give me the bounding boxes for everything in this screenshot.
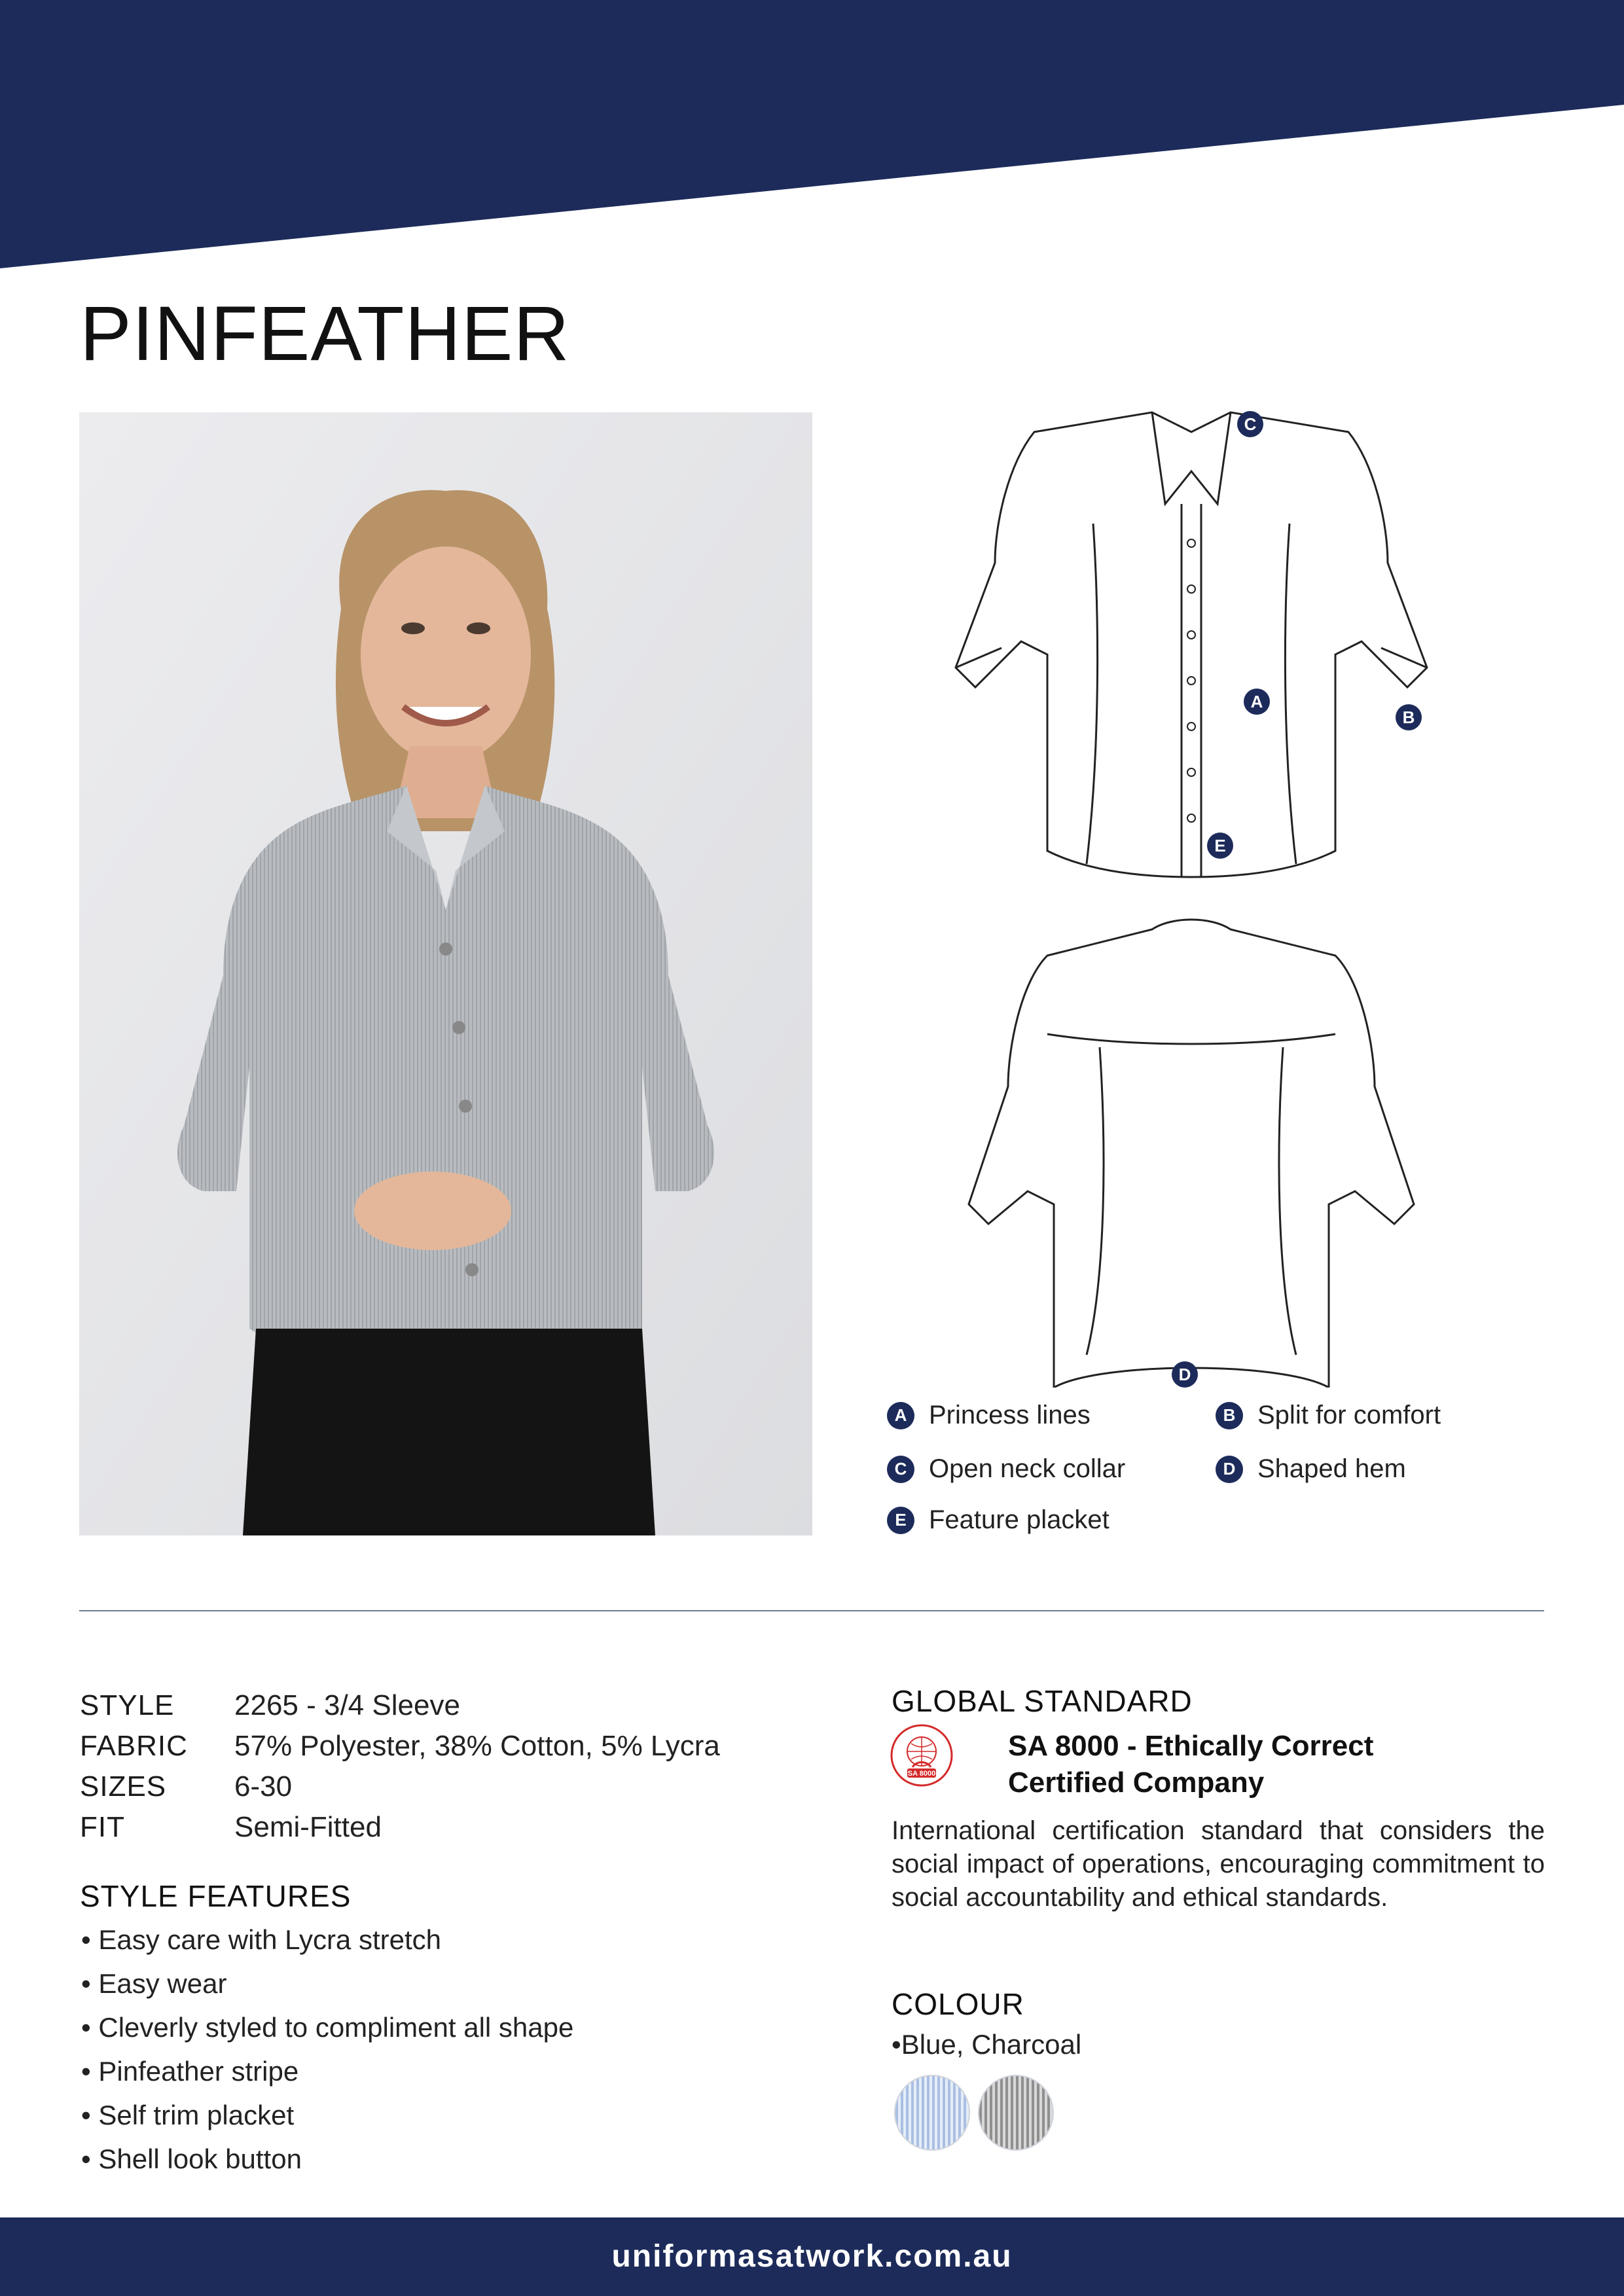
- model-wearing-shirt-photo: [79, 412, 812, 1535]
- svg-text:B: B: [1402, 708, 1415, 727]
- swatch-charcoal: [978, 2075, 1054, 2151]
- callout-label: Princess lines: [929, 1401, 1091, 1429]
- product-title: PINFEATHER: [80, 291, 570, 377]
- logo-text: SA 8000: [907, 1770, 936, 1778]
- callout-label: Feature placket: [929, 1505, 1110, 1534]
- cert-title-line1: SA 8000 - Ethically Correct: [1008, 1730, 1374, 1762]
- spec-value: Semi-Fitted: [234, 1811, 382, 1843]
- certification-description: International certification standard that considers the social impact of operations, encouraging commitment to social accountability and ethical standards.: [892, 1816, 1545, 1912]
- spec-fit: [80, 1807, 382, 1848]
- spec-value: 6-30: [234, 1770, 293, 1803]
- feature-item: • Pinfeather stripe: [81, 2056, 299, 2087]
- callout-c: [887, 1454, 1125, 1484]
- section-divider: [79, 1610, 1544, 1611]
- callout-label: Open neck collar: [929, 1454, 1126, 1483]
- cert-title-line2: Certified Company: [1008, 1767, 1265, 1799]
- global-standard-heading: GLOBAL STANDARD: [892, 1684, 1193, 1718]
- svg-text:D: D: [1178, 1365, 1191, 1384]
- spec-sizes: [80, 1767, 292, 1807]
- spec-key: SIZES: [80, 1770, 167, 1803]
- spec-style: [80, 1685, 460, 1726]
- feature-item: • Cleverly styled to compliment all shape: [81, 2012, 574, 2043]
- spec-key: STYLE: [80, 1689, 175, 1721]
- feature-item: • Self trim placket: [81, 2100, 295, 2130]
- svg-text:A: A: [1250, 692, 1263, 711]
- svg-text:E: E: [1214, 836, 1226, 855]
- feature-item: • Easy care with Lycra stretch: [81, 1924, 441, 1955]
- callout-legend: [887, 1401, 1542, 1551]
- callout-label: Split for comfort: [1257, 1401, 1441, 1429]
- callout-a: [887, 1401, 1091, 1430]
- spec-key: FABRIC: [80, 1730, 188, 1762]
- callout-letter: E: [887, 1507, 914, 1534]
- callout-b: [1216, 1401, 1441, 1430]
- feature-item: • Shell look button: [81, 2144, 302, 2174]
- callout-letter: D: [1216, 1456, 1243, 1483]
- model-photo: [79, 412, 812, 1535]
- callout-letter: C: [887, 1456, 914, 1483]
- certification-title: [1008, 1728, 1466, 1801]
- spec-value: 57% Polyester, 38% Cotton, 5% Lycra: [234, 1730, 720, 1762]
- technical-drawings: [903, 393, 1532, 1388]
- footer-url[interactable]: uniformasatwork.com.au: [0, 2217, 1624, 2296]
- spec-fabric: [80, 1726, 720, 1767]
- callout-letter: A: [887, 1402, 914, 1429]
- style-features-heading: STYLE FEATURES: [80, 1879, 352, 1913]
- spec-key: FIT: [80, 1811, 125, 1843]
- top-banner: [0, 0, 1624, 275]
- swatch-blue: [894, 2075, 970, 2151]
- front-view-drawing: [956, 412, 1427, 877]
- callout-e: [887, 1505, 1110, 1535]
- callout-label: Shaped hem: [1257, 1454, 1406, 1483]
- callout-letter: B: [1216, 1402, 1243, 1429]
- colour-list: •Blue, Charcoal: [892, 2029, 1082, 2060]
- sa8000-logo-icon: [890, 1724, 953, 1787]
- spec-value: 2265 - 3/4 Sleeve: [234, 1689, 460, 1721]
- svg-text:C: C: [1244, 414, 1257, 434]
- callout-d: [1216, 1454, 1406, 1484]
- colour-heading: COLOUR: [892, 1987, 1024, 2021]
- feature-item: • Easy wear: [81, 1968, 227, 1999]
- back-view-drawing: [969, 920, 1414, 1388]
